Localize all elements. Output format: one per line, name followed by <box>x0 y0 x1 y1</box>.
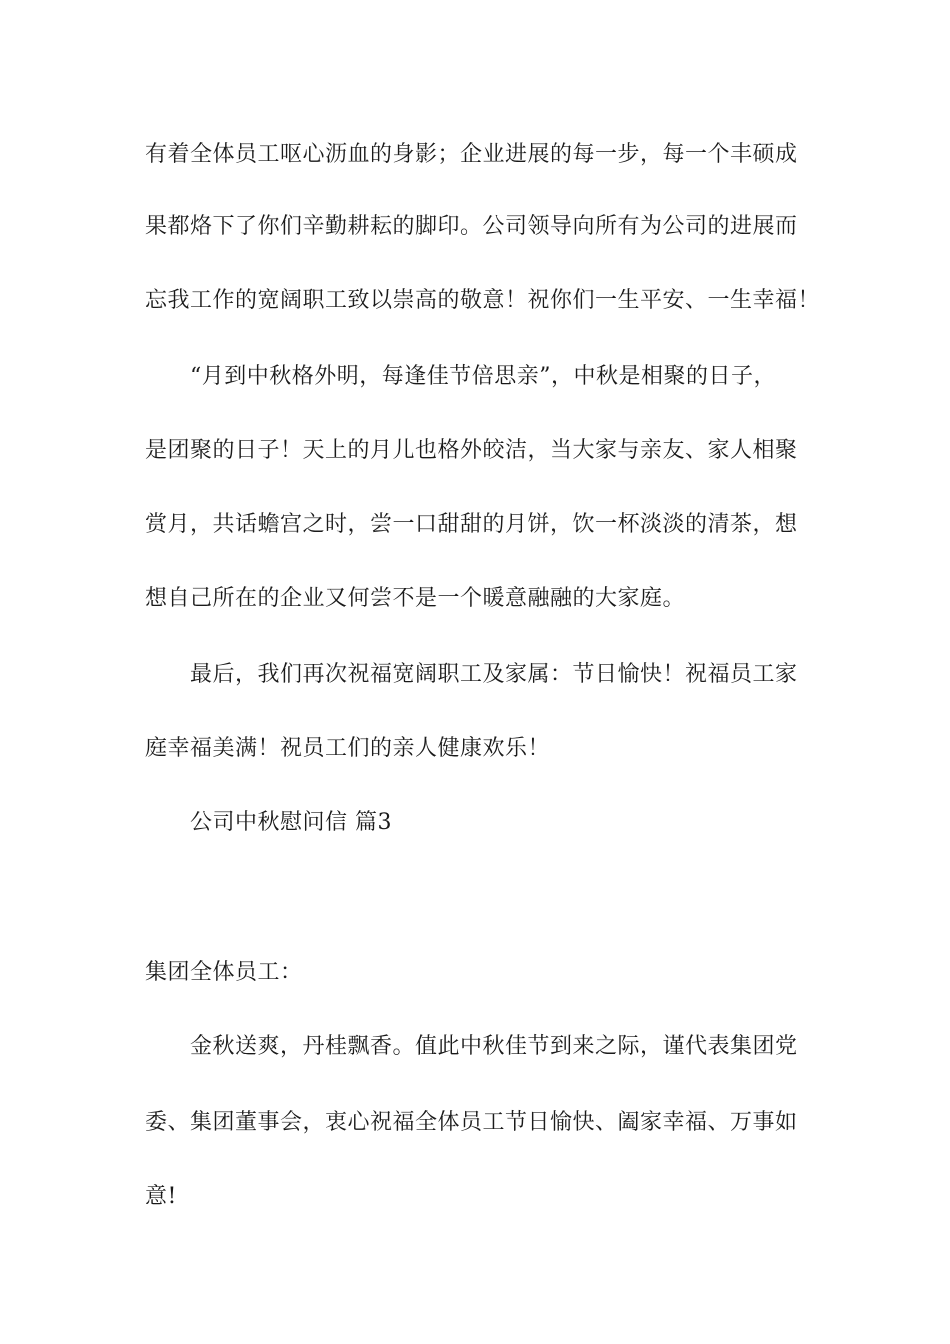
text-line: 金秋送爽，丹桂飘香。值此中秋佳节到来之际，谨代表集团党 <box>190 1034 798 1059</box>
text-line: 意! <box>145 1184 177 1209</box>
text-line: 想自己所在的企业又何尝不是一个暖意融融的大家庭。 <box>145 586 686 611</box>
text-line: 委、集团董事会，衷心祝福全体员工节日愉快、阖家幸福、万事如 <box>145 1110 798 1135</box>
text-line: 赏月，共话蟾宫之时，尝一口甜甜的月饼，饮一杯淡淡的清茶，想 <box>145 512 798 537</box>
salutation: 集团全体员工： <box>145 960 303 985</box>
section-heading: 公司中秋慰问信 篇3 <box>190 810 392 835</box>
text-line: 最后，我们再次祝福宽阔职工及家属：节日愉快！祝福员工家 <box>190 662 798 687</box>
text-line: 忘我工作的宽阔职工致以崇高的敬意！祝你们一生平安、一生幸福！ <box>145 288 821 313</box>
text-line: 果都烙下了你们辛勤耕耘的脚印。公司领导向所有为公司的进展而 <box>145 214 798 239</box>
text-line: 有着全体员工呕心沥血的身影；企业进展的每一步，每一个丰硕成 <box>145 142 798 167</box>
text-line: 庭幸福美满！祝员工们的亲人健康欢乐！ <box>145 736 551 761</box>
text-line: “月到中秋格外明，每逢佳节倍思亲”，中秋是相聚的日子， <box>190 364 776 389</box>
text-line: 是团聚的日子！天上的月儿也格外皎洁，当大家与亲友、家人相聚 <box>145 438 798 463</box>
